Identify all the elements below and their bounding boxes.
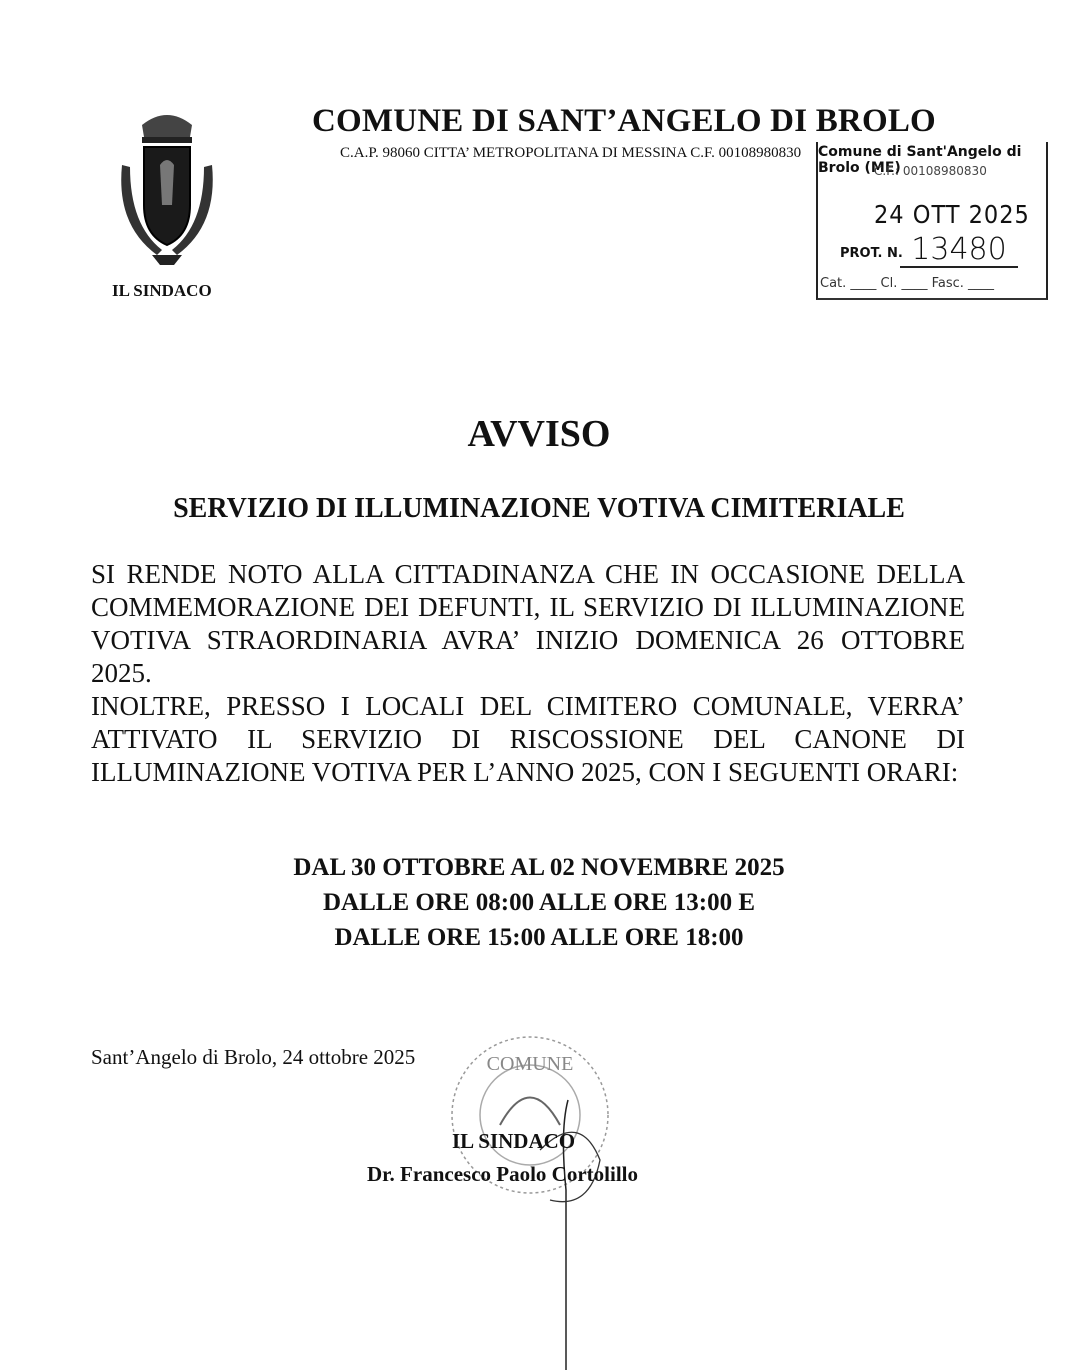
stamp-date: 24 OTT 2025 (874, 200, 1030, 229)
stamp-prot-number: 13480 (900, 234, 1018, 268)
signature-icon (520, 1070, 620, 1370)
place-date: Sant’Angelo di Brolo, 24 ottobre 2025 (91, 1045, 416, 1069)
stamp-cat-line: Cat. ____ Cl. ____ Fasc. ____ (820, 276, 995, 291)
signer-name: Dr. Francesco Paolo Cortolillo (367, 1162, 639, 1186)
coat-of-arms-icon (112, 105, 222, 275)
stamp-title: Comune di Sant'Angelo di Brolo (ME) (818, 144, 1022, 176)
svg-text:COMUNE: COMUNE (486, 1053, 574, 1075)
sindaco-label: IL SINDACO (112, 281, 212, 300)
document-title: AVVISO (467, 413, 611, 455)
document-subtitle: SERVIZIO DI ILLUMINAZIONE VOTIVA CIMITERIALE (173, 493, 905, 524)
hours-line: DALLE ORE 08:00 ALLE ORE 13:00 E (322, 889, 755, 916)
hours-line: DALLE ORE 15:00 ALLE ORE 18:00 (334, 924, 744, 951)
opening-hours (0, 850, 1078, 955)
paragraph: SI RENDE NOTO ALLA CITTADINANZA CHE IN OCCASIONE DELLA COMMEMORAZIONE DEI DEFUNTI, IL SERVIZIO DI ILLUMINAZIONE VOTIVA STRAORDINARIA AVRA’ INIZIO DOMENICA 26 OTTOBRE 2025. (91, 559, 965, 688)
hours-line: DAL 30 OTTOBRE AL 02 NOVEMBRE 2025 (293, 854, 785, 881)
document-body (91, 558, 965, 789)
stamp-cf: C.F.: 00108980830 (874, 164, 987, 178)
address-line: C.A.P. 98060 CITTA’ METROPOLITANA DI MESSINA C.F. 00108980830 (340, 145, 802, 161)
comune-heading: COMUNE DI SANT’ANGELO DI BROLO (312, 103, 936, 139)
stamp-prot-label: PROT. N. (840, 246, 903, 261)
signer-role: IL SINDACO (452, 1129, 576, 1153)
protocol-stamp (816, 142, 1048, 300)
paragraph: INOLTRE, PRESSO I LOCALI DEL CIMITERO COMUNALE, VERRA’ ATTIVATO IL SERVIZIO DI RISCOSSIONE DEL CANONE DI ILLUMINAZIONE VOTIVA PER L’ANNO 2025, CON I SEGUENTI ORARI: (91, 691, 965, 787)
